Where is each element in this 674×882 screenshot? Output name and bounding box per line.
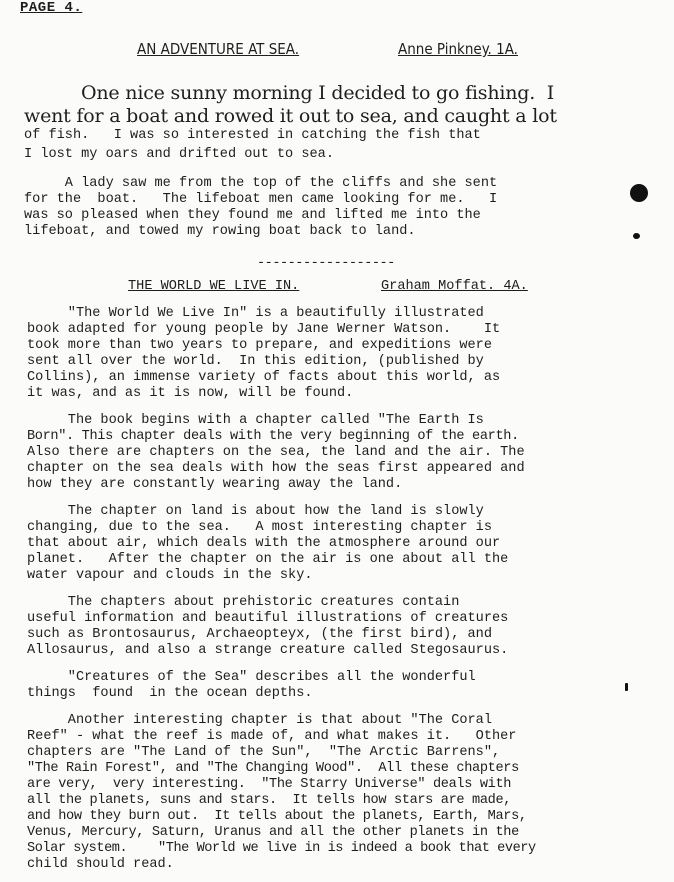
- story2-author: Graham Moffat. 4A.: [381, 279, 528, 294]
- story2-line: Also there are chapters on the sea, the land and the air. The: [27, 445, 525, 460]
- story2-line: changing, due to the sea. A most interesting chapter is: [27, 520, 492, 535]
- story2-line: The chapter on land is about how the land is slowly: [27, 504, 484, 519]
- story1-line: lifeboat, and towed my rowing boat back to land.: [24, 224, 416, 239]
- story2-line: child should read.: [27, 857, 174, 872]
- story1-line: One nice sunny morning I decided to go fishing. I: [81, 82, 555, 104]
- story2-line: such as Brontosaurus, Archaeopteyx, (the first bird), and: [27, 627, 492, 642]
- ink-speck: [633, 233, 640, 239]
- story2-line: chapters are "The Land of the Sun", "The Arctic Barrens",: [27, 745, 501, 760]
- story2-line: Allosaurus, and also a strange creature called Stegosaurus.: [27, 643, 509, 658]
- story2-line: all the planets, suns and stars. It tells how stars are made,: [27, 793, 512, 808]
- story2-title: THE WORLD WE LIVE IN.: [128, 279, 300, 294]
- story2-line: The chapters about prehistoric creatures contain: [27, 595, 460, 610]
- story2-line: "The Rain Forest", and "The Changing Wood". All these chapters: [27, 761, 519, 776]
- story2-line: sent all over the world. In this edition, (published by: [27, 354, 484, 369]
- story2-line: chapter on the sea deals with how the seas first appeared and: [27, 461, 525, 476]
- story2-line: water vapour and clouds in the sky.: [27, 568, 313, 583]
- story2-line: book adapted for young people by Jane Werner Watson. It: [27, 322, 501, 337]
- story1-line: was so pleased when they found me and lifted me into the: [24, 208, 481, 223]
- story1-line: went for a boat and rowed it out to sea, and caught a lot: [24, 105, 557, 127]
- section-divider: ------------------: [257, 256, 395, 271]
- story1-title: AN ADVENTURE AT SEA.: [137, 40, 300, 58]
- story2-line: Solar system. "The World we live in is indeed a book that every: [27, 841, 536, 856]
- story2-line: took more than two years to prepare, and expeditions were: [27, 338, 492, 353]
- story1-line: for the boat. The lifeboat men came looking for me. I: [24, 192, 498, 207]
- story2-line: it was, and as it is now, will be found.: [27, 386, 354, 401]
- story2-line: are very, very interesting. "The Starry Universe" deals with: [27, 777, 512, 792]
- story1-line: of fish. I was so interested in catching the fish that: [24, 128, 481, 143]
- story2-line: things found in the ocean depths.: [27, 686, 313, 701]
- story2-line: Collins), an immense variety of facts about this world, as: [27, 370, 501, 385]
- story2-line: Another interesting chapter is that about "The Coral: [27, 713, 492, 728]
- ink-blot: [630, 184, 648, 202]
- story2-line: Born". This chapter deals with the very beginning of the earth.: [27, 429, 519, 444]
- story1-line: A lady saw me from the top of the cliffs and she sent: [24, 176, 498, 191]
- story2-line: Reef" - what the reef is made of, and what makes it. Other: [27, 729, 517, 744]
- story2-line: Venus, Mercury, Saturn, Uranus and all the other planets in the: [27, 825, 519, 840]
- story2-line: The book begins with a chapter called "The Earth Is: [27, 413, 484, 428]
- story2-line: that about air, which deals with the atmosphere around our: [27, 536, 501, 551]
- story2-line: "The World We Live In" is a beautifully illustrated: [27, 306, 484, 321]
- story2-line: "Creatures of the Sea" describes all the wonderful: [27, 670, 476, 685]
- story2-line: useful information and beautiful illustrations of creatures: [27, 611, 509, 626]
- story2-line: and how they burn out. It tells about the planets, Earth, Mars,: [27, 809, 527, 824]
- story2-line: how they are constantly wearing away the land.: [27, 477, 403, 492]
- story2-line: planet. After the chapter on the air is one about all the: [27, 552, 509, 567]
- story1-line: I lost my oars and drifted out to sea.: [24, 147, 334, 162]
- page-number-label: PAGE 4.: [20, 0, 83, 16]
- ink-speck: [625, 683, 628, 691]
- story1-author: Anne Pinkney. 1A.: [398, 40, 518, 58]
